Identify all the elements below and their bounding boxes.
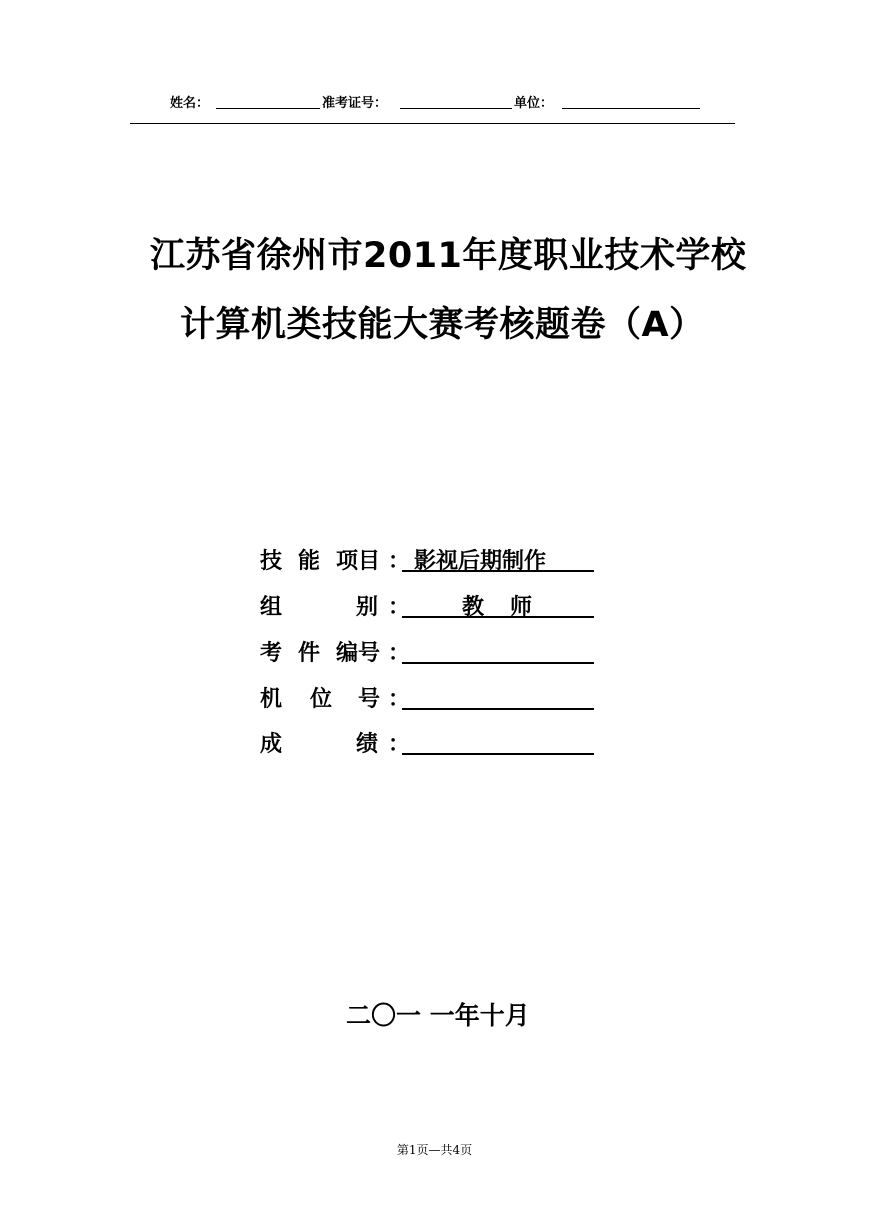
score-colon: ：: [388, 732, 411, 757]
seat-no-label-char-1: 机: [260, 687, 283, 712]
project-label-char-3: 项目: [336, 549, 381, 574]
group-underline: [402, 616, 594, 618]
unit-blank: [562, 108, 700, 109]
project-colon: ：: [388, 549, 411, 574]
exam-no-label-char-3: 编号: [336, 641, 381, 666]
score-label-char-1: 成: [260, 732, 283, 757]
seat-no-colon: ：: [388, 687, 411, 712]
exam-no-label-char-2: 件: [298, 641, 321, 666]
seat-no-underline: [402, 708, 594, 710]
project-label-char-2: 能: [298, 549, 321, 574]
seat-no-label-char-2: 位: [310, 687, 333, 712]
title-line-2: 计算机类技能大赛考核题卷（A）: [180, 305, 705, 345]
score-label-char-2: 绩: [356, 732, 379, 757]
group-label-char-2: 别: [356, 595, 379, 620]
seat-no-label-char-3: 号: [358, 687, 381, 712]
name-label: 姓名：: [170, 96, 210, 111]
group-value-char-2: 师: [510, 595, 533, 620]
exam-no-colon: ：: [388, 641, 411, 666]
group-colon: ：: [388, 595, 411, 620]
score-underline: [402, 753, 594, 755]
group-value-char-1: 教: [462, 595, 485, 620]
exam-no-underline: [402, 662, 594, 664]
project-label-char-1: 技: [260, 549, 283, 574]
candidate-info-header: [130, 92, 735, 114]
header-divider: [130, 123, 735, 124]
group-label-char-1: 组: [260, 595, 283, 620]
title-line-1: 江苏省徐州市2011年度职业技术学校: [150, 236, 747, 276]
exam-id-label: 准考证号：: [322, 96, 388, 111]
page-footer: 第1页—共4页: [396, 1143, 473, 1157]
project-value: 影视后期制作: [414, 549, 547, 574]
exam-date: 二〇一 一年十月: [346, 1001, 530, 1030]
exam-id-blank: [400, 108, 512, 109]
unit-label: 单位：: [514, 96, 554, 111]
exam-no-label-char-1: 考: [260, 641, 283, 666]
name-blank: [216, 108, 320, 109]
